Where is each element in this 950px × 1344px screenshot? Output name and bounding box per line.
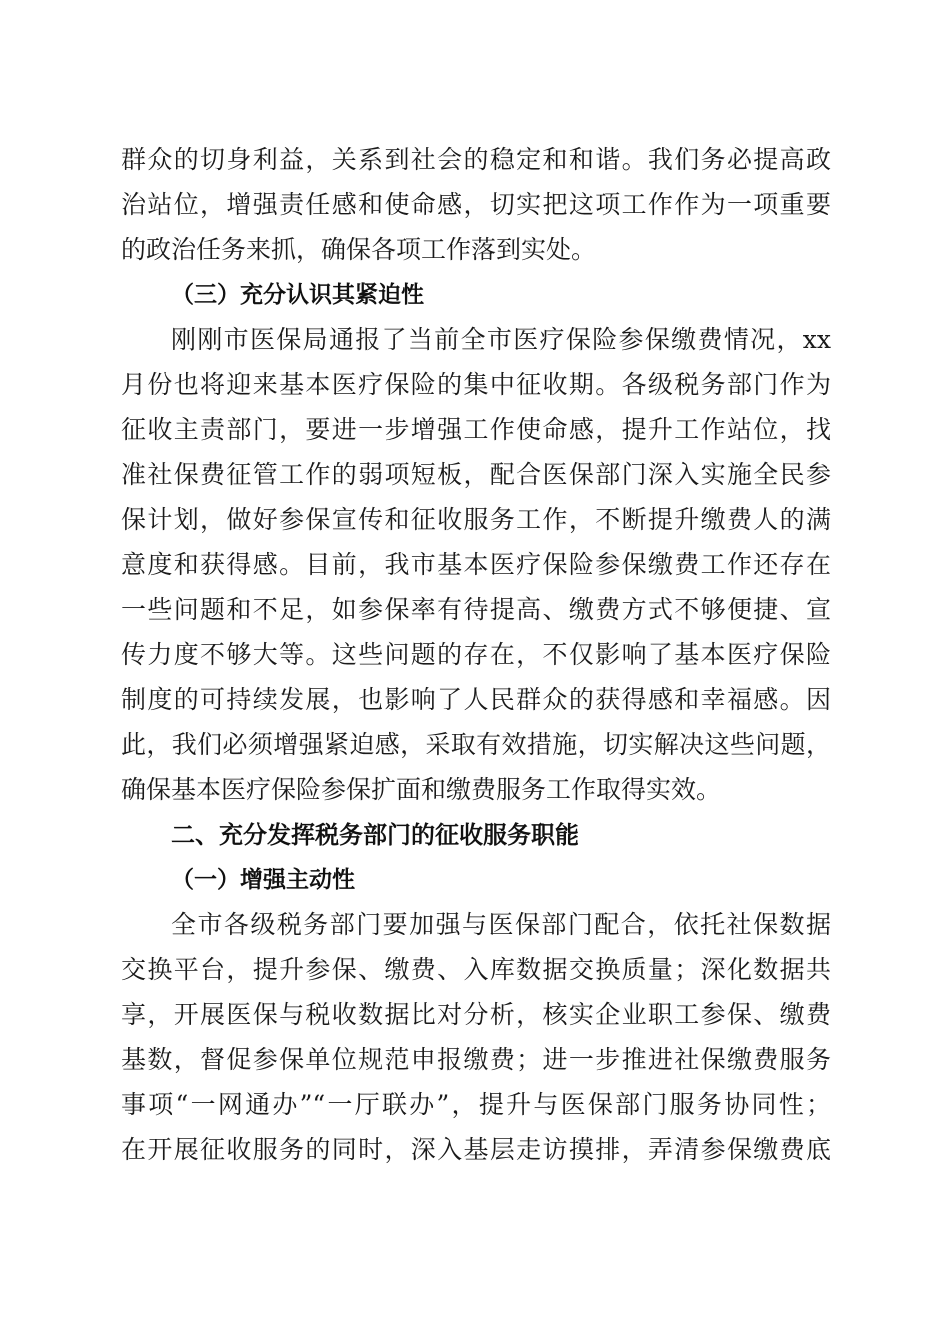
paragraph-line: 交换平台，提升参保、缴费、入库数据交换质量；深化数据共 xyxy=(121,955,831,984)
paragraph-line: 全市各级税务部门要加强与医保部门配合，依托社保数据 xyxy=(171,910,831,939)
section-heading: 二、充分发挥税务部门的征收服务职能 xyxy=(171,821,579,849)
paragraph-line: 意度和获得感。目前，我市基本医疗保险参保缴费工作还存在 xyxy=(121,550,831,579)
paragraph-line: 治站位，增强责任感和使命感，切实把这项工作作为一项重要 xyxy=(121,190,831,219)
paragraph-line: 征收主责部门，要进一步增强工作使命感，提升工作站位，找 xyxy=(121,415,831,444)
paragraph-line: 传力度不够大等。这些问题的存在，不仅影响了基本医疗保险 xyxy=(121,640,831,669)
paragraph-line: 一些问题和不足，如参保率有待提高、缴费方式不够便捷、宣 xyxy=(121,595,831,624)
paragraph-line: 制度的可持续发展，也影响了人民群众的获得感和幸福感。因 xyxy=(121,685,831,714)
paragraph-line: 基数，督促参保单位规范申报缴费；进一步推进社保缴费服务 xyxy=(121,1045,831,1074)
subheading-initiative: （一）增强主动性 xyxy=(171,866,355,893)
paragraph-line: 保计划，做好参保宣传和征收服务工作，不断提升缴费人的满 xyxy=(121,505,831,534)
paragraph-line: 此，我们必须增强紧迫感，采取有效措施，切实解决这些问题， xyxy=(121,730,831,759)
paragraph-line: 刚刚市医保局通报了当前全市医疗保险参保缴费情况，xx xyxy=(171,325,831,354)
paragraph-line: 事项“一网通办”“一厅联办”，提升与医保部门服务协同性； xyxy=(121,1090,831,1119)
paragraph-line: 准社保费征管工作的弱项短板，配合医保部门深入实施全民参 xyxy=(121,460,831,489)
paragraph-line: 群众的切身利益，关系到社会的稳定和和谐。我们务必提高政 xyxy=(121,145,831,174)
paragraph-line: 的政治任务来抓，确保各项工作落到实处。 xyxy=(121,235,597,264)
paragraph-line: 在开展征收服务的同时，深入基层走访摸排，弄清参保缴费底 xyxy=(121,1135,831,1164)
paragraph-line: 享，开展医保与税收数据比对分析，核实企业职工参保、缴费 xyxy=(121,1000,831,1029)
subheading-urgency: （三）充分认识其紧迫性 xyxy=(171,281,424,308)
paragraph-line: 确保基本医疗保险参保扩面和缴费服务工作取得实效。 xyxy=(121,775,722,804)
paragraph-line: 月份也将迎来基本医疗保险的集中征收期。各级税务部门作为 xyxy=(121,370,831,399)
